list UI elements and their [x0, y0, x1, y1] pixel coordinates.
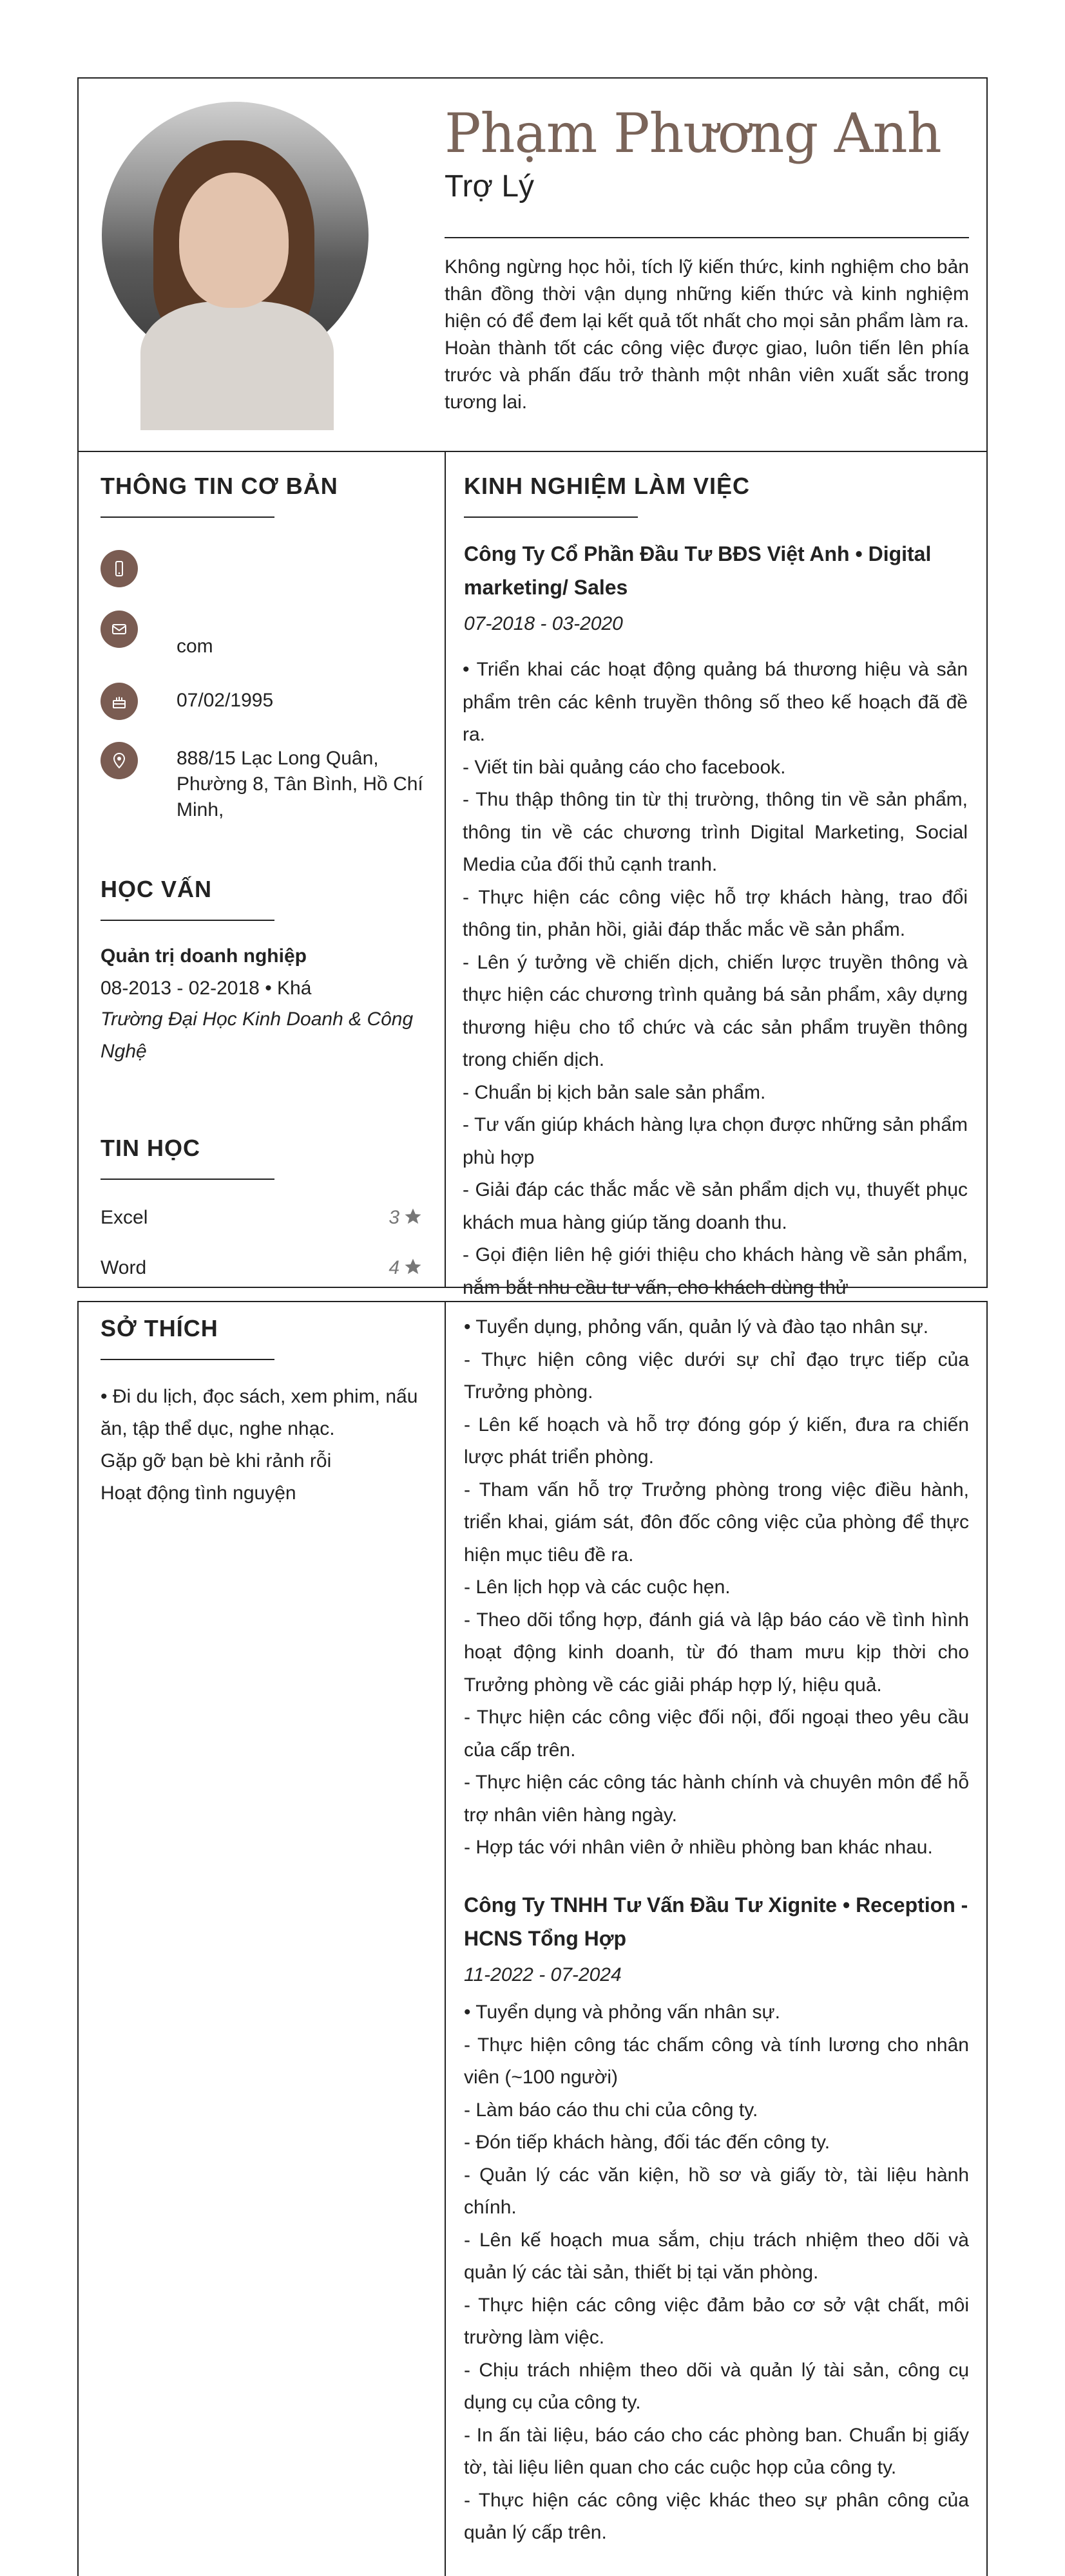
- location-pin-icon: [101, 742, 138, 779]
- candidate-name: Phạm Phương Anh: [445, 102, 941, 165]
- skill-name: Excel: [101, 1207, 148, 1228]
- email-icon: [101, 611, 138, 648]
- job-2-description: • Tuyển dụng, phỏng vấn, quản lý và đào tạo nhân sự. - Thực hiện công việc dưới sự chỉ đạo trực tiếp của Trưởng phòng. - Lên kế hoạch và hỗ trợ đóng góp ý kiến, đưa ra chiến lược phát triển phòng. - Tham vấn hỗ trợ Trưởng phòng trong việc điều hành, triển khai, giám sát, đôn đốc công việc của phòng để thực hiện mục tiêu đề ra. - Lên lịch họp và các cuộc hẹn. - Theo dõi tổng hợp, đánh giá và lập báo cáo về tình hình hoạt động kinh doanh, từ đó tham mưu kịp thời cho Trưởng phòng về các giải pháp hợp lý, hiệu quả. - Thực hiện các công việc đối nội, đối ngoại theo yêu cầu của cấp trên. - Thực hiện các công tác hành chính và chuyên môn để hỗ trợ nhân viên hàng ngày. - Hợp tác với nhân viên ở nhiều phòng ban khác nhau.: [464, 1316, 969, 1858]
- skill-name: Word: [101, 1257, 147, 1278]
- star-icon: [403, 1257, 423, 1276]
- section-rule: [464, 516, 638, 518]
- section-rule: [101, 1179, 274, 1180]
- column-divider: [445, 1302, 446, 2576]
- skill-word: [101, 1257, 423, 1279]
- education-meta: 08-2013 - 02-2018 • Khá: [101, 978, 312, 999]
- skill-level: 3: [389, 1207, 423, 1229]
- education-degree: Quản trị doanh nghiệp: [101, 945, 307, 967]
- hobbies-text: • Đi du lịch, đọc sách, xem phim, nấu ăn, tập thể dục, nghe nhạc. Gặp gỡ bạn bè khi rảnh rỗi Hoạt động tình nguyện: [101, 1386, 418, 1504]
- section-rule: [101, 1359, 274, 1360]
- avatar: [102, 102, 369, 368]
- section-rule: [101, 516, 274, 518]
- birthday-cake-icon: [101, 683, 138, 720]
- job-3-date: 11-2022 - 07-2024: [464, 1964, 622, 1985]
- title-divider: [445, 237, 969, 238]
- skill-excel: [101, 1207, 423, 1229]
- education-school: Trường Đại Học Kinh Doanh & Công Nghệ: [101, 1009, 414, 1062]
- section-rule: [101, 920, 274, 921]
- career-summary: Không ngừng học hỏi, tích lỹ kiến thức, kinh nghiệm cho bản thân đồng thời vận dụng những kiến thức và kinh nghiệm hiện có để đem lại kết quả tốt nhất cho mọi sản phẩm làm ra. Hoàn thành tốt các công việc được giao, luôn tiến lên phía trước và phấn đấu trở thành một nhân viên xuất sắc trong tương lai.: [445, 256, 969, 413]
- basic-info-heading: THÔNG TIN CƠ BẢN: [101, 473, 338, 499]
- job-3-description: • Tuyển dụng và phỏng vấn nhân sự. - Thực hiện công tác chấm công và tính lương cho nhân viên (~100 người) - Làm báo cáo thu chi của công ty. - Đón tiếp khách hàng, đối tác đến công ty. - Quản lý các văn kiện, hồ sơ và giấy tờ, tài liệu hành chính. - Lên kế hoạch mua sắm, chịu trách nhiệm theo dõi và quản lý các tài sản, thiết bị tại văn phòng. - Thực hiện các công việc đảm bảo cơ sở vật chất, môi trường làm việc. - Chịu trách nhiệm theo dõi và quản lý tài sản, công cụ dụng cụ của công ty. - In ấn tài liệu, báo cáo cho các phòng ban. Chuẩn bị giấy tờ, tài liệu liên quan cho các cuộc họp của công ty. - Thực hiện các công việc khác theo sự phân công của quản lý cấp trên.: [464, 2002, 969, 2543]
- candidate-title: Trợ Lý: [445, 169, 535, 204]
- job-3-header: Công Ty TNHH Tư Vấn Đầu Tư Xignite • Reception - HCNS Tổng Hợp: [464, 1893, 968, 1950]
- education-heading: HỌC VẤN: [101, 876, 213, 902]
- skill-level: 4: [389, 1257, 423, 1279]
- cv-page-2: [77, 1301, 988, 2576]
- phone-icon: [101, 550, 138, 587]
- job-1-description: • Triển khai các hoạt động quảng bá thương hiệu và sản phẩm trên các kênh truyền thông số theo kế hoạch đã đề ra. - Viết tin bài quảng cáo cho facebook. - Thu thập thông tin từ thị trường, thông tin về sản phẩm, thông tin về các chương trình Digital Marketing, Social Media của đối thủ cạnh tranh. - Thực hiện các công việc hỗ trợ khách hàng, trao đổi thông tin, phản hồi, giải đáp thắc mắc về sản phẩm. - Lên ý tưởng về chiến dịch, chiến lược truyền thông và thực hiện các chương trình quảng bá sản phẩm, xây dựng thương hiệu cho tổ chức và các sản phẩm truyền thông trong chiến dịch. - Chuẩn bị kịch bản sale sản phẩm. - Tư vấn giúp khách hàng lựa chọn được những sản phẩm phù hợp - Giải đáp các thắc mắc về sản phẩm dịch vụ, thuyết phục khách mua hàng giúp tăng doanh thu. - Gọi điện liên hệ giới thiệu cho khách hàng về sản phẩm, nắm bắt nhu cầu tư vấn, cho khách dùng thử: [463, 659, 968, 1298]
- experience-heading: KINH NGHIỆM LÀM VIỆC: [464, 473, 751, 499]
- address-text: 888/15 Lạc Long Quân, Phường 8, Tân Bình, Hồ Chí Minh,: [177, 748, 423, 820]
- header-divider: [79, 451, 986, 452]
- skills-heading: TIN HỌC: [101, 1135, 200, 1161]
- column-divider: [445, 452, 446, 1287]
- job-1-date: 07-2018 - 03-2020: [464, 613, 623, 634]
- job-1-header: Công Ty Cổ Phần Đầu Tư BĐS Việt Anh • Digital marketing/ Sales: [464, 542, 932, 599]
- birthday-text: 07/02/1995: [177, 690, 274, 711]
- star-icon: [403, 1207, 423, 1226]
- job-1-description-clip: [463, 654, 972, 1298]
- hobbies-heading: SỞ THÍCH: [101, 1315, 218, 1341]
- email-text: com: [177, 636, 213, 657]
